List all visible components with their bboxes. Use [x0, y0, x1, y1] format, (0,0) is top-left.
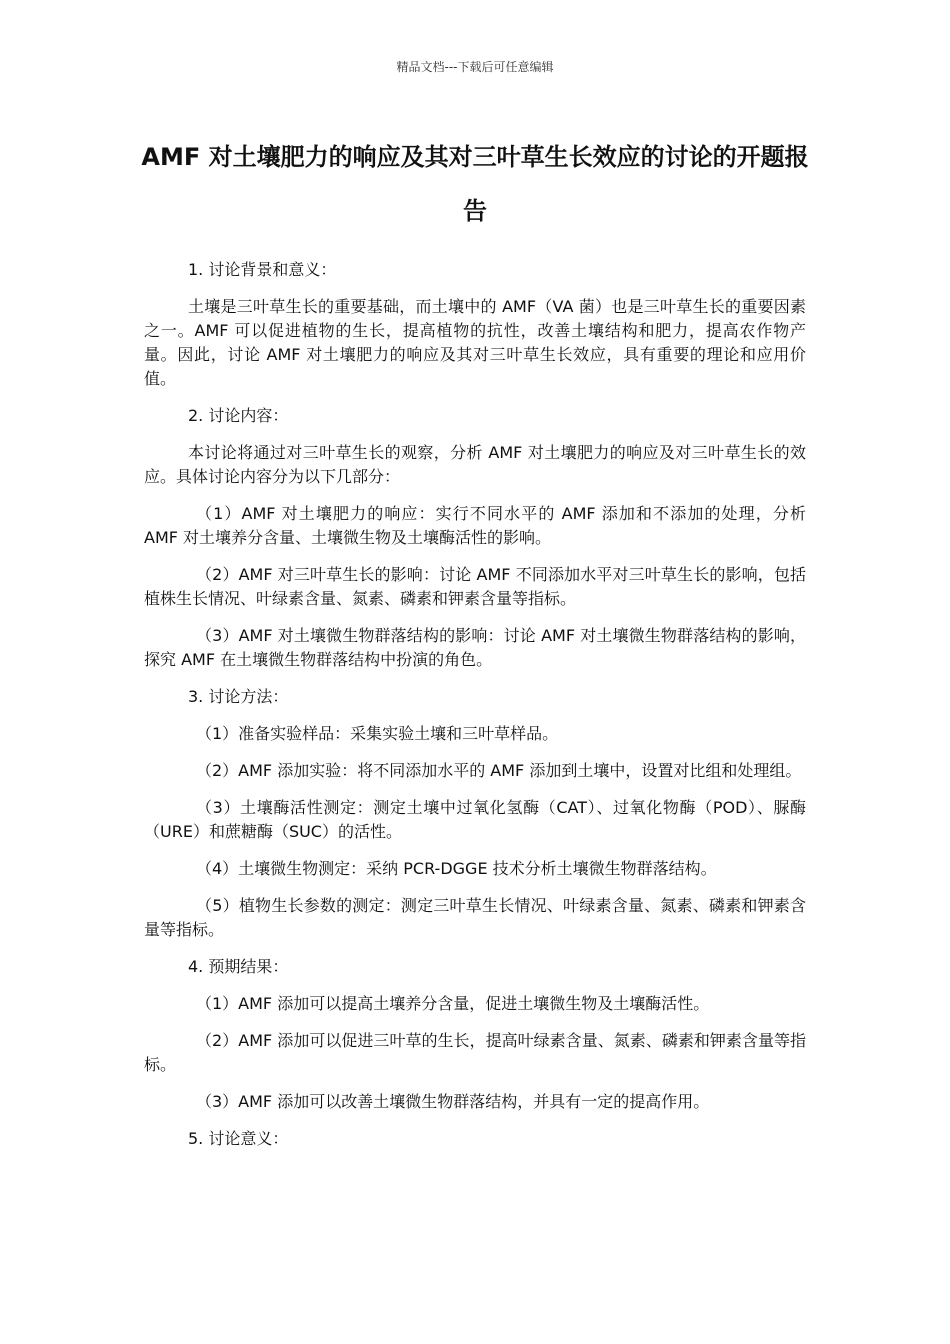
section-heading-content: 2. 讨论内容： — [188, 406, 289, 425]
method-item-2: （2）AMF 添加实验：将不同添加水平的 AMF 添加到土壤中，设置对比组和处理组。 — [196, 761, 802, 780]
method-item-1: （1）准备实验样品：采集实验土壤和三叶草样品。 — [196, 724, 559, 743]
paragraph-background: 土壤是三叶草生长的重要基础，而土壤中的 AMF（VA 菌）也是三叶草生长的重要因素之一。AMF 可以促进植物的生长，提高植物的抗性，改善土壤结构和肥力，提高农作物产量。因此，讨论 AMF 对土壤肥力的响应及其对三叶草生长效应，具有重要的理论和应用价值。 — [144, 297, 806, 388]
section-heading-methods: 3. 讨论方法： — [188, 687, 289, 706]
document-body — [144, 258, 806, 1164]
document-title: AMF 对土壤肥力的响应及其对三叶草生长效应的讨论的开题报告 — [141, 143, 809, 225]
section-heading-background: 1. 讨论背景和意义： — [188, 260, 337, 279]
result-item-3: （3）AMF 添加可以改善土壤微生物群落结构，并具有一定的提高作用。 — [196, 1092, 710, 1111]
method-item-3: （3）土壤酶活性测定：测定土壤中过氧化氢酶（CAT）、过氧化物酶（POD）、脲酶（URE）和蔗糖酶（SUC）的活性。 — [144, 798, 806, 841]
method-item-4: （4）土壤微生物测定：采纳 PCR-DGGE 技术分析土壤微生物群落结构。 — [196, 859, 717, 878]
result-item-1: （1）AMF 添加可以提高土壤养分含量，促进土壤微生物及土壤酶活性。 — [196, 994, 710, 1013]
section-heading-significance: 5. 讨论意义： — [188, 1129, 289, 1148]
paragraph-content-intro: 本讨论将通过对三叶草生长的观察，分析 AMF 对土壤肥力的响应及对三叶草生长的效应。具体讨论内容分为以下几部分： — [144, 443, 806, 486]
content-item-1: （1）AMF 对土壤肥力的响应：实行不同水平的 AMF 添加和不添加的处理，分析 AMF 对土壤养分含量、土壤微生物及土壤酶活性的影响。 — [144, 504, 806, 547]
section-heading-expected-results: 4. 预期结果： — [188, 957, 289, 976]
result-item-2: （2）AMF 添加可以促进三叶草的生长，提高叶绿素含量、氮素、磷素和钾素含量等指标。 — [144, 1031, 806, 1074]
content-item-2: （2）AMF 对三叶草生长的影响：讨论 AMF 不同添加水平对三叶草生长的影响，包括植株生长情况、叶绿素含量、氮素、磷素和钾素含量等指标。 — [144, 565, 806, 608]
header-watermark: 精品文档---下载后可任意编辑 — [396, 60, 554, 74]
method-item-5: （5）植物生长参数的测定：测定三叶草生长情况、叶绿素含量、氮素、磷素和钾素含量等指标。 — [144, 896, 806, 939]
content-item-3: （3）AMF 对土壤微生物群落结构的影响：讨论 AMF 对土壤微生物群落结构的影响，探究 AMF 在土壤微生物群落结构中扮演的角色。 — [144, 626, 806, 669]
